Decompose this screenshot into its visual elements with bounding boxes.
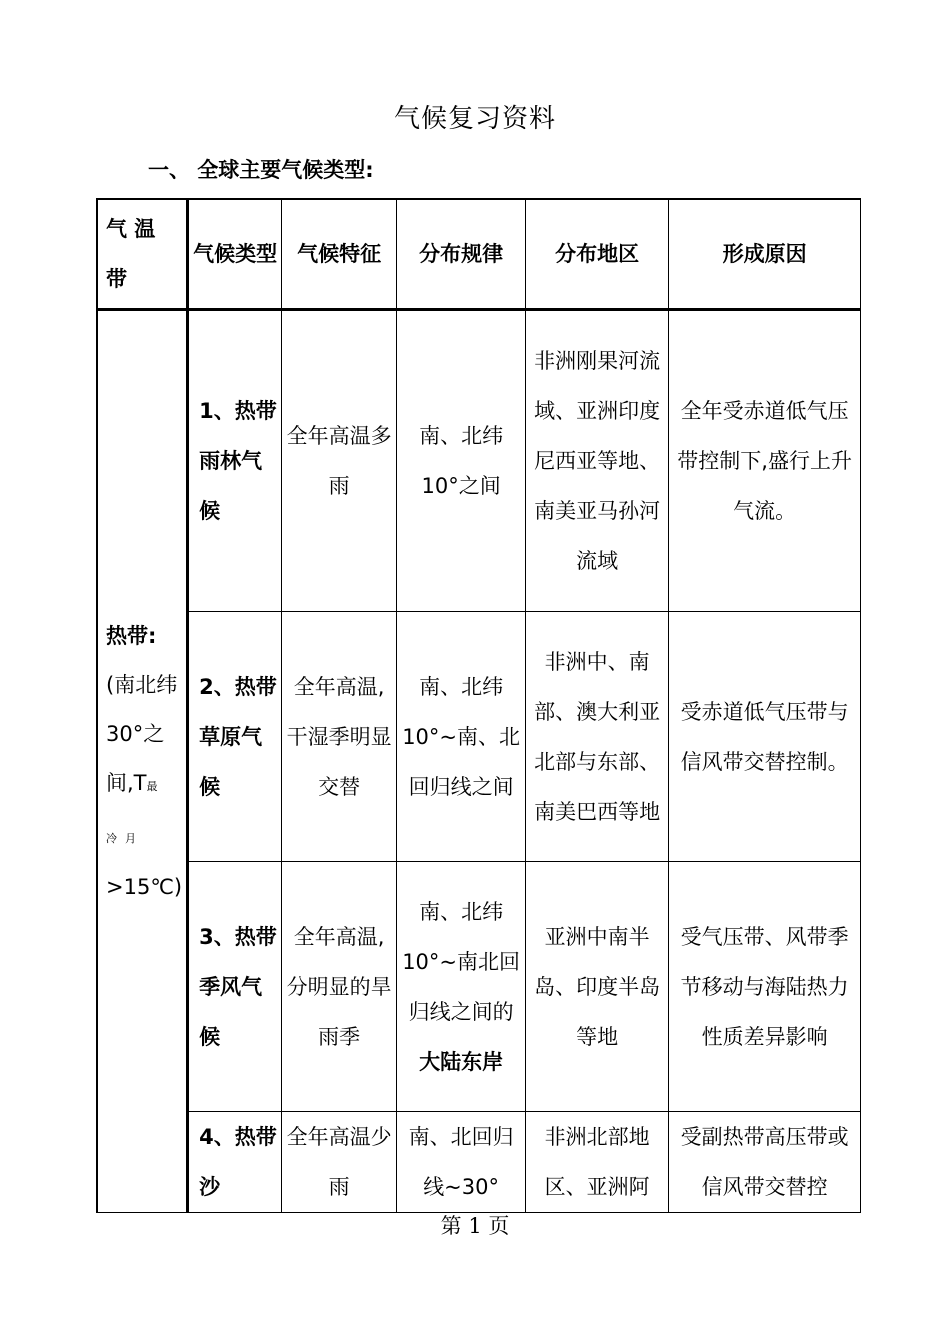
- climate-feature: 全年高温多雨: [282, 310, 397, 612]
- table-header-row: [97, 199, 861, 310]
- zone-name: 热带:: [106, 623, 157, 648]
- header-zone: 气 温 带: [97, 199, 188, 310]
- pattern-emphasis: 大陆东岸: [419, 1049, 504, 1074]
- zone-desc-1: (南北纬30°之间,T: [106, 672, 178, 795]
- distribution-region: 亚洲中南半岛、印度半岛等地: [526, 862, 669, 1112]
- distribution-pattern: 南、北纬10°~南、北回归线之间: [397, 612, 526, 862]
- zone-desc-2: >15℃): [106, 874, 183, 899]
- distribution-region: 非洲中、南部、澳大利亚北部与东部、南美巴西等地: [526, 612, 669, 862]
- section-heading: 一、 全球主要气候类型:: [148, 158, 374, 182]
- header-feature: 气候特征: [282, 199, 397, 310]
- formation-cause: 全年受赤道低气压带控制下,盛行上升气流。: [669, 310, 861, 612]
- pattern-text: 南、北纬10°~南北回归线之间的: [402, 899, 521, 1024]
- distribution-region: 非洲北部地区、亚洲阿: [526, 1112, 669, 1213]
- table-row: [97, 612, 861, 862]
- formation-cause: 受气压带、风带季节移动与海陆热力性质差异影响: [669, 862, 861, 1112]
- climate-table: [96, 198, 861, 1213]
- distribution-pattern: [397, 862, 526, 1112]
- page-footer: 第 1 页: [440, 1214, 510, 1238]
- zone-cell: [97, 310, 188, 1213]
- formation-cause: 受副热带高压带或信风带交替控: [669, 1112, 861, 1213]
- climate-type: 1、热带雨林气候: [188, 310, 282, 612]
- header-type: 气候类型: [188, 199, 282, 310]
- climate-type: 3、热带季风气候: [188, 862, 282, 1112]
- distribution-pattern: 南、北纬10°之间: [397, 310, 526, 612]
- header-pattern: 分布规律: [397, 199, 526, 310]
- climate-feature: 全年高温,分明显的旱雨季: [282, 862, 397, 1112]
- formation-cause: 受赤道低气压带与信风带交替控制。: [669, 612, 861, 862]
- table-row: [97, 1112, 861, 1213]
- table-row: [97, 862, 861, 1112]
- header-cause: 形成原因: [669, 199, 861, 310]
- climate-type: 4、热带沙: [188, 1112, 282, 1213]
- header-region: 分布地区: [526, 199, 669, 310]
- table-row: [97, 310, 861, 612]
- distribution-region: 非洲刚果河流域、亚洲印度尼西亚等地、南美亚马孙河流域: [526, 310, 669, 612]
- climate-feature: 全年高温少雨: [282, 1112, 397, 1213]
- zone-subscript: 最冷月: [106, 779, 166, 845]
- climate-feature: 全年高温,干湿季明显交替: [282, 612, 397, 862]
- page-title: 气候复习资料: [393, 104, 556, 134]
- distribution-pattern: 南、北回归线~30°: [397, 1112, 526, 1213]
- climate-type: 2、热带草原气候: [188, 612, 282, 862]
